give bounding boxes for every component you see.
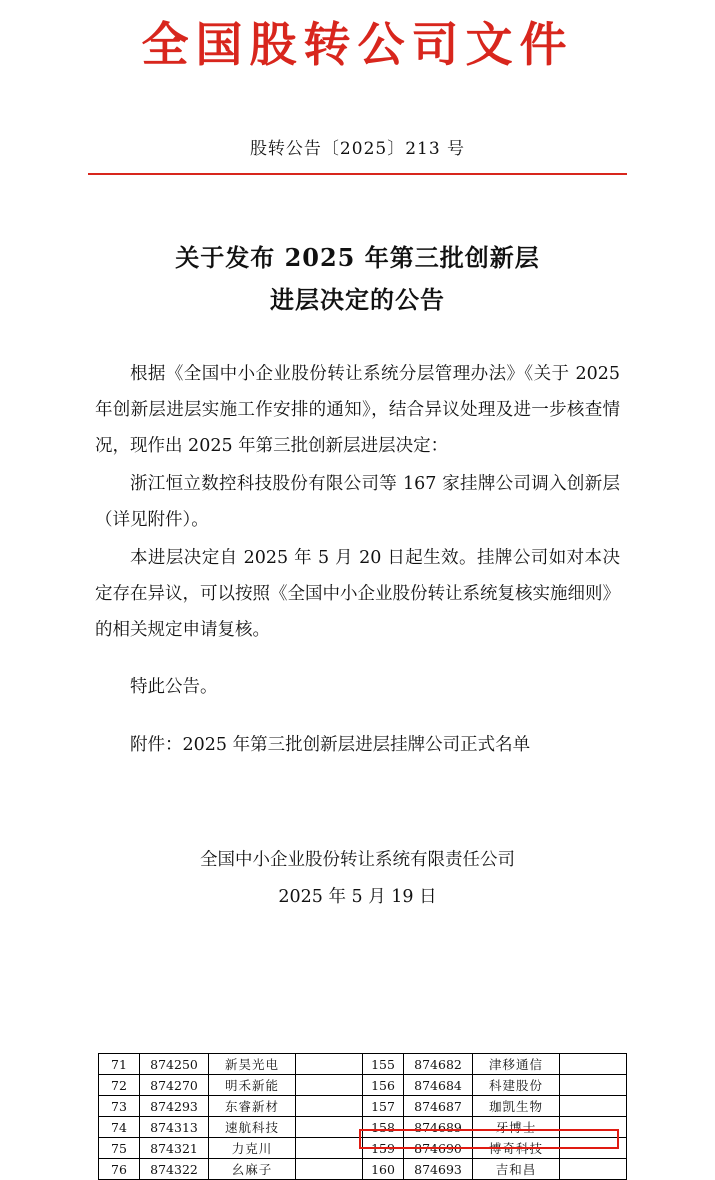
row-code: 874684 bbox=[404, 1075, 473, 1096]
row-code: 874322 bbox=[140, 1159, 209, 1180]
row-code: 874687 bbox=[404, 1096, 473, 1117]
table-row bbox=[99, 1075, 627, 1096]
row-company-name: 新昊光电 bbox=[209, 1054, 296, 1075]
page-title bbox=[0, 237, 715, 321]
row-blank bbox=[296, 1138, 363, 1159]
table-row bbox=[99, 1054, 627, 1075]
signature-organization: 全国中小企业股份转让系统有限责任公司 bbox=[200, 850, 515, 871]
row-company-name: 博奇科技 bbox=[473, 1138, 560, 1159]
signature-block bbox=[0, 842, 715, 916]
document-body bbox=[95, 357, 620, 764]
body-paragraph-4: 特此公告。 bbox=[130, 677, 218, 698]
row-company-name: 珈凯生物 bbox=[473, 1096, 560, 1117]
row-code: 874690 bbox=[404, 1138, 473, 1159]
table-row bbox=[99, 1096, 627, 1117]
row-index: 72 bbox=[99, 1075, 140, 1096]
row-index: 71 bbox=[99, 1054, 140, 1075]
row-company-name: 幺麻子 bbox=[209, 1159, 296, 1180]
row-company-name: 速航科技 bbox=[209, 1117, 296, 1138]
row-code: 874682 bbox=[404, 1054, 473, 1075]
row-blank bbox=[560, 1138, 627, 1159]
body-paragraph-3: 本进层决定自 2025 年 5 月 20 日起生效。挂牌公司如对本决定存在异议，可以按照《全国中小企业股份转让系统复核实施细则》的相关规定申请复核。 bbox=[95, 547, 620, 640]
page-title-line-1: 关于发布 2025 年第三批创新层 bbox=[175, 243, 540, 273]
table-row bbox=[99, 1159, 627, 1180]
row-blank bbox=[560, 1117, 627, 1138]
row-code: 874313 bbox=[140, 1117, 209, 1138]
row-index: 74 bbox=[99, 1117, 140, 1138]
row-code: 874321 bbox=[140, 1138, 209, 1159]
body-paragraph-2: 浙江恒立数控科技股份有限公司等 167 家挂牌公司调入创新层（详见附件）。 bbox=[95, 474, 620, 530]
row-blank bbox=[296, 1096, 363, 1117]
document-number: 股转公告〔2025〕213 号 bbox=[249, 139, 466, 160]
masthead bbox=[0, 0, 715, 74]
row-code: 874250 bbox=[140, 1054, 209, 1075]
row-index: 73 bbox=[99, 1096, 140, 1117]
row-index: 160 bbox=[363, 1159, 404, 1180]
row-code: 874689 bbox=[404, 1117, 473, 1138]
row-code: 874293 bbox=[140, 1096, 209, 1117]
attachment-table-region bbox=[98, 1053, 620, 1180]
table-row-highlighted bbox=[99, 1138, 627, 1159]
attachment-note: 附件：2025 年第三批创新层进层挂牌公司正式名单 bbox=[130, 735, 531, 756]
body-paragraph-1: 根据《全国中小企业股份转让系统分层管理办法》《关于 2025 年创新层进层实施工作安排的通知》，结合异议处理及进一步核查情况，现作出 2025 年第三批创新层进层决定： bbox=[95, 364, 620, 457]
row-blank bbox=[560, 1054, 627, 1075]
row-index: 159 bbox=[363, 1138, 404, 1159]
row-company-name: 科建股份 bbox=[473, 1075, 560, 1096]
row-index: 75 bbox=[99, 1138, 140, 1159]
row-index: 158 bbox=[363, 1117, 404, 1138]
table-row bbox=[99, 1117, 627, 1138]
row-blank bbox=[560, 1159, 627, 1180]
masthead-title: 全国股转公司文件 bbox=[141, 18, 574, 73]
row-blank bbox=[296, 1054, 363, 1075]
attachment-table bbox=[98, 1053, 627, 1180]
row-blank bbox=[560, 1075, 627, 1096]
row-company-name: 吉和昌 bbox=[473, 1159, 560, 1180]
row-code: 874693 bbox=[404, 1159, 473, 1180]
row-company-name: 力克川 bbox=[209, 1138, 296, 1159]
row-company-name: 东睿新材 bbox=[209, 1096, 296, 1117]
row-index: 156 bbox=[363, 1075, 404, 1096]
row-blank bbox=[296, 1075, 363, 1096]
row-code: 874270 bbox=[140, 1075, 209, 1096]
page-title-line-2: 进层决定的公告 bbox=[270, 285, 445, 315]
row-company-name: 牙博士 bbox=[473, 1117, 560, 1138]
row-blank bbox=[560, 1096, 627, 1117]
row-index: 155 bbox=[363, 1054, 404, 1075]
row-company-name: 津移通信 bbox=[473, 1054, 560, 1075]
row-blank bbox=[296, 1117, 363, 1138]
row-blank bbox=[296, 1159, 363, 1180]
signature-date: 2025 年 5 月 19 日 bbox=[278, 886, 437, 907]
row-index: 76 bbox=[99, 1159, 140, 1180]
row-index: 157 bbox=[363, 1096, 404, 1117]
row-company-name: 明禾新能 bbox=[209, 1075, 296, 1096]
red-divider-rule bbox=[88, 173, 627, 175]
